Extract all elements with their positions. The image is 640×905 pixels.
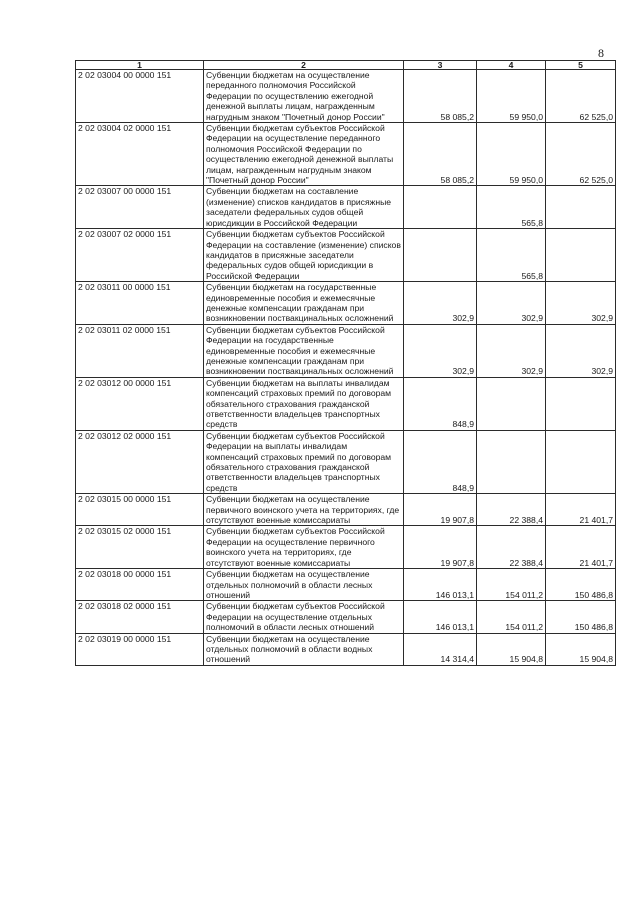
row-value-col3: 58 085,2 <box>404 123 477 186</box>
row-value-col3 <box>404 229 477 282</box>
row-description: Субвенции бюджетам субъектов Российской Федерации на государственные единовременные пособия и ежемесячные денежные компенсации гражданам при возникновении поствакцинальных осложнений <box>204 324 404 377</box>
column-header-3: 3 <box>404 61 477 70</box>
table-row <box>76 229 616 282</box>
row-value-col4: 15 904,8 <box>477 633 546 665</box>
row-code: 2 02 03015 02 0000 151 <box>76 526 204 569</box>
row-value-col5: 150 486,8 <box>546 601 616 633</box>
table-row <box>76 494 616 526</box>
row-value-col4: 154 011,2 <box>477 601 546 633</box>
row-value-col5: 302,9 <box>546 324 616 377</box>
table-row <box>76 569 616 601</box>
row-value-col4: 302,9 <box>477 324 546 377</box>
row-value-col5: 62 525,0 <box>546 70 616 123</box>
row-value-col3: 848,9 <box>404 430 477 493</box>
row-value-col4: 59 950,0 <box>477 123 546 186</box>
row-value-col4 <box>477 377 546 430</box>
row-value-col3: 146 013,1 <box>404 601 477 633</box>
row-code: 2 02 03015 00 0000 151 <box>76 494 204 526</box>
column-header-2: 2 <box>204 61 404 70</box>
row-value-col4: 59 950,0 <box>477 70 546 123</box>
row-code: 2 02 03007 00 0000 151 <box>76 186 204 229</box>
row-value-col3: 146 013,1 <box>404 569 477 601</box>
row-description: Субвенции бюджетам субъектов Российской Федерации на выплаты инвалидам компенсаций страховых премий по договорам обязательного страхования гражданской ответственности владельцев транспортных средств <box>204 430 404 493</box>
row-value-col5 <box>546 186 616 229</box>
row-value-col3: 14 314,4 <box>404 633 477 665</box>
row-code: 2 02 03004 02 0000 151 <box>76 123 204 186</box>
table-row <box>76 526 616 569</box>
table-row <box>76 377 616 430</box>
row-value-col3: 302,9 <box>404 324 477 377</box>
row-description: Субвенции бюджетам субъектов Российской Федерации на осуществление переданного полномочия Российской Федерации по осуществлению ежегодной денежной выплаты лицам, награжденным нагрудным знаком "Почетный донор России" <box>204 123 404 186</box>
row-value-col5: 150 486,8 <box>546 569 616 601</box>
table-header-row <box>76 61 616 70</box>
column-header-4: 4 <box>477 61 546 70</box>
row-value-col5: 15 904,8 <box>546 633 616 665</box>
row-description: Субвенции бюджетам на составление (изменение) списков кандидатов в присяжные заседатели федеральных судов общей юрисдикции в Российской Федерации <box>204 186 404 229</box>
row-value-col5 <box>546 229 616 282</box>
row-value-col3: 302,9 <box>404 282 477 325</box>
column-header-5: 5 <box>546 61 616 70</box>
row-description: Субвенции бюджетам на государственные единовременные пособия и ежемесячные денежные компенсации гражданам при возникновении поствакцинальных осложнений <box>204 282 404 325</box>
row-code: 2 02 03019 00 0000 151 <box>76 633 204 665</box>
table-row <box>76 430 616 493</box>
row-value-col4: 565,8 <box>477 186 546 229</box>
row-value-col3 <box>404 186 477 229</box>
table-row <box>76 123 616 186</box>
row-code: 2 02 03012 02 0000 151 <box>76 430 204 493</box>
table-row <box>76 186 616 229</box>
row-description: Субвенции бюджетам субъектов Российской Федерации на осуществление первичного воинского учета на территориях, где отсутствуют военные комиссариаты <box>204 526 404 569</box>
row-description: Субвенции бюджетам субъектов Российской Федерации на составление (изменение) списков кандидатов в присяжные заседатели федеральных судов общей юрисдикции в Российской Федерации <box>204 229 404 282</box>
row-value-col5 <box>546 430 616 493</box>
row-description: Субвенции бюджетам субъектов Российской Федерации на осуществление отдельных полномочий в области лесных отношений <box>204 601 404 633</box>
row-value-col4: 302,9 <box>477 282 546 325</box>
row-code: 2 02 03011 00 0000 151 <box>76 282 204 325</box>
row-code: 2 02 03011 02 0000 151 <box>76 324 204 377</box>
row-value-col4: 22 388,4 <box>477 526 546 569</box>
row-value-col3: 58 085,2 <box>404 70 477 123</box>
table-row <box>76 70 616 123</box>
table-row <box>76 324 616 377</box>
row-value-col5: 302,9 <box>546 282 616 325</box>
row-value-col5: 21 401,7 <box>546 526 616 569</box>
row-description: Субвенции бюджетам на выплаты инвалидам компенсаций страховых премий по договорам обязательного страхования гражданской ответственности владельцев транспортных средств <box>204 377 404 430</box>
row-value-col5: 21 401,7 <box>546 494 616 526</box>
row-value-col5 <box>546 377 616 430</box>
row-code: 2 02 03007 02 0000 151 <box>76 229 204 282</box>
row-value-col4: 22 388,4 <box>477 494 546 526</box>
row-description: Субвенции бюджетам на осуществление первичного воинского учета на территориях, где отсутствуют военные комиссариаты <box>204 494 404 526</box>
row-code: 2 02 03012 00 0000 151 <box>76 377 204 430</box>
table-row <box>76 633 616 665</box>
row-value-col3: 848,9 <box>404 377 477 430</box>
column-header-1: 1 <box>76 61 204 70</box>
row-value-col3: 19 907,8 <box>404 494 477 526</box>
row-value-col4: 565,8 <box>477 229 546 282</box>
row-description: Субвенции бюджетам на осуществление переданного полномочия Российской Федерации по осуществлению ежегодной денежной выплаты лицам, награжденным нагрудным знаком "Почетный донор России" <box>204 70 404 123</box>
page-number: 8 <box>598 46 604 60</box>
budget-table <box>75 60 616 666</box>
table-row <box>76 601 616 633</box>
row-value-col3: 19 907,8 <box>404 526 477 569</box>
row-value-col5: 62 525,0 <box>546 123 616 186</box>
table-row <box>76 282 616 325</box>
row-description: Субвенции бюджетам на осуществление отдельных полномочий в области водных отношений <box>204 633 404 665</box>
row-description: Субвенции бюджетам на осуществление отдельных полномочий в области лесных отношений <box>204 569 404 601</box>
row-code: 2 02 03018 02 0000 151 <box>76 601 204 633</box>
row-value-col4 <box>477 430 546 493</box>
row-code: 2 02 03004 00 0000 151 <box>76 70 204 123</box>
row-value-col4: 154 011,2 <box>477 569 546 601</box>
row-code: 2 02 03018 00 0000 151 <box>76 569 204 601</box>
